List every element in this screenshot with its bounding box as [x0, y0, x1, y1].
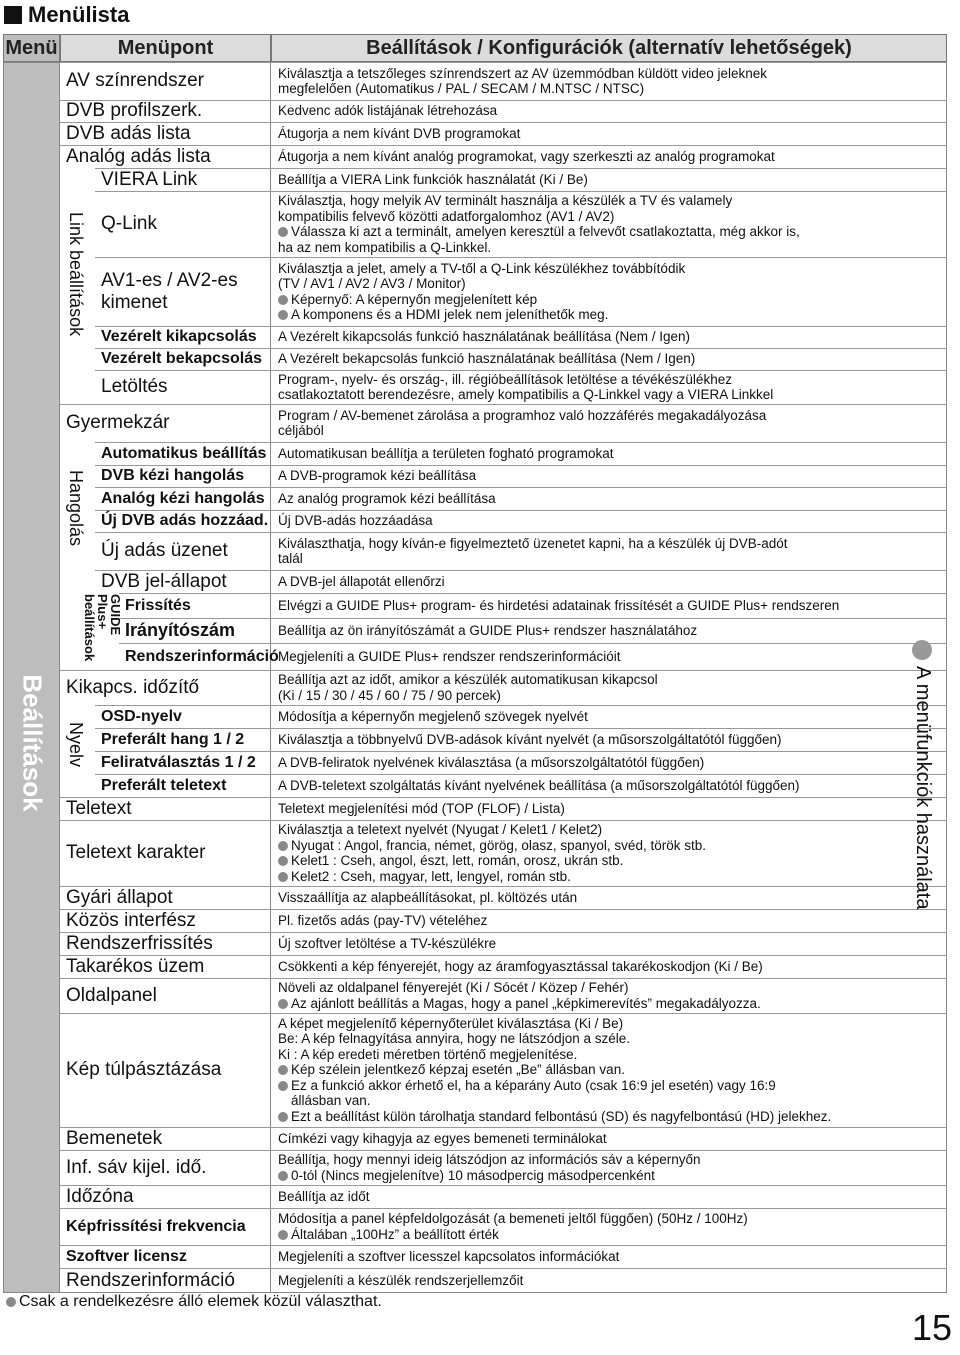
side-tab-text: A menüfunkciók használata	[912, 666, 934, 910]
row-item-label: Takarékos üzem	[66, 955, 205, 977]
row-item-label: Oldalpanel	[66, 984, 157, 1006]
row-description	[278, 890, 943, 906]
row-description	[278, 66, 943, 97]
group-lang: Nyelv	[66, 722, 86, 768]
row-description	[278, 709, 943, 725]
bullet-icon	[278, 1112, 288, 1122]
row-description	[278, 936, 943, 952]
row-item-label: Analóg kézi hangolás	[101, 489, 265, 507]
description-line: Megjeleníti a készülék rendszerjellemzőit	[278, 1272, 524, 1288]
row-item-label: Kikapcs. időzítő	[66, 676, 200, 698]
page-title	[4, 2, 129, 28]
bullet-icon	[278, 310, 288, 320]
description-line: Kiválasztja a többnyelvű DVB-adások kívánt nyelvét (a műsorszolgáltatótól függően)	[278, 731, 782, 747]
description-line: A DVB-jel állapotát ellenőrzi	[278, 573, 445, 589]
description-line: Kiválaszthatja, hogy kíván-e figyelmeztető üzenetet kapni, ha a készülék új DVB-adót	[278, 535, 788, 551]
row-item-label: AV1-es / AV2-es kimenet	[101, 269, 238, 313]
row-description	[278, 732, 943, 748]
description-line: Kelet1 : Cseh, angol, észt, lett, román, orosz, ukrán stb.	[278, 853, 943, 869]
row-item-label: Automatikus beállítás	[101, 444, 267, 462]
footnote	[6, 1293, 382, 1311]
description-line: Új DVB-adás hozzáadása	[278, 513, 433, 529]
description-line: Beállítja azt az időt, amikor a készülék automatikusan kikapcsol	[278, 672, 658, 687]
row-description	[278, 329, 943, 345]
row-description	[278, 623, 943, 639]
header-menu: Menü	[3, 34, 60, 62]
row-description	[278, 1016, 943, 1125]
page-number: 15	[911, 1307, 952, 1348]
description-line: A DVB-programok kézi beállítása	[278, 468, 477, 484]
description-line: (TV / AV1 / AV2 / AV3 / Monitor)	[278, 276, 466, 291]
description-line: Kelet2 : Cseh, magyar, lett, lengyel, román stb.	[278, 869, 943, 885]
row-item-label: Rendszerinformáció	[125, 647, 279, 665]
description-line: Ez a funkció akkor érhető el, ha a képarány Auto (csak 16:9 jel esetén) vagy 16:9	[278, 1078, 943, 1094]
description-line: megfelelően (Automatikus / PAL / SECAM / M.NTSC / NTSC)	[278, 81, 645, 96]
description-line: Beállítja az ön irányítószámát a GUIDE Plus+ rendszer használatához	[278, 622, 698, 638]
description-line: Pl. fizetős adás (pay-TV) vételéhez	[278, 912, 488, 928]
page-title-text: Menülista	[28, 2, 130, 27]
row-description	[278, 468, 943, 484]
row-description	[278, 172, 943, 188]
description-line: Kiválasztja a teletext nyelvét (Nyugat / Kelet1 / Kelet2)	[278, 822, 603, 837]
description-line: Módosítja a képernyőn megjelenő szövegek nyelvét	[278, 708, 588, 724]
row-item-label: Rendszerinformáció	[66, 1269, 235, 1291]
description-line: Teletext megjelenítési mód (TOP (FLOF) / Lista)	[278, 800, 565, 816]
description-line: Az ajánlott beállítás a Magas, hogy a panel „képkimerevítés” megakadályozza.	[278, 996, 943, 1012]
row-description	[278, 513, 943, 529]
row-item-label: Vezérelt bekapcsolás	[101, 350, 262, 367]
square-icon	[4, 6, 22, 24]
row-item-label: Képfrissítési frekvencia	[66, 1217, 246, 1235]
row-description	[278, 261, 943, 323]
description-line: A Vezérelt kikapcsolás funkció használatának beállítása (Nem / Igen)	[278, 329, 690, 345]
row-description	[278, 149, 943, 165]
row-description	[278, 1249, 943, 1265]
row-description	[278, 351, 943, 367]
description-line: Az analóg programok kézi beállítása	[278, 490, 496, 506]
bullet-icon	[278, 999, 288, 1009]
row-description	[278, 755, 943, 771]
bullet-icon	[278, 227, 288, 237]
row-description	[278, 649, 943, 665]
description-line: Kiválasztja, hogy melyik AV terminált használja a készülék a TV és valamely	[278, 193, 733, 208]
row-description	[278, 913, 943, 929]
header-item: Menüpont	[60, 34, 271, 62]
description-line: A DVB-teletext szolgáltatás kívánt nyelvének beállítása (a műsorszolgáltatótól függően)	[278, 777, 800, 793]
description-line: A képet megjelenítő képernyőterület kiválasztása (Ki / Be)	[278, 1015, 624, 1031]
group-tuning: Hangolás	[66, 470, 86, 547]
description-line: Visszaállítja az alapbeállításokat, pl. költözés után	[278, 889, 578, 905]
row-description	[278, 536, 943, 567]
row-description	[278, 491, 943, 507]
row-description	[278, 1273, 943, 1289]
row-item-label: Vezérelt kikapcsolás	[101, 328, 257, 345]
description-line: állásban van.	[291, 1093, 371, 1109]
bullet-icon	[278, 872, 288, 882]
row-description	[278, 672, 943, 703]
row-description	[278, 1152, 943, 1183]
description-line: Program-, nyelv- és ország-, ill. régióbeállítások letöltése a tévékészülékhez	[278, 371, 732, 387]
description-line: (Ki / 15 / 30 / 45 / 60 / 75 / 90 percek)	[278, 687, 501, 703]
description-line: Csökkenti a kép fényerejét, hogy az áramfogyasztással takarékoskodjon (Ki / Be)	[278, 958, 763, 974]
row-item-label: Gyári állapot	[66, 886, 173, 908]
row-description	[278, 822, 943, 884]
description-line: Automatikusan beállítja a területen fogható programokat	[278, 445, 614, 461]
row-description	[278, 778, 943, 794]
description-line: A DVB-feliratok nyelvének kiválasztása (a műsorszolgáltatótól függően)	[278, 754, 705, 770]
row-description	[278, 801, 943, 817]
description-line: Kedvenc adók listájának létrehozása	[278, 103, 498, 119]
group-link: Link beállítások	[66, 212, 86, 337]
row-item-label: AV színrendszer	[66, 70, 204, 91]
row-item-label: Irányítószám	[125, 620, 236, 640]
row-item-label: DVB profilszerk.	[66, 100, 203, 121]
description-line: A Vezérelt bekapcsolás funkció használatának beállítása (Nem / Igen)	[278, 351, 696, 367]
bullet-icon	[278, 295, 288, 305]
row-item-label: DVB kézi hangolás	[101, 467, 245, 484]
description-line: Ki : A kép eredeti méretben történő megjelenítése.	[278, 1046, 578, 1062]
description-line: Növeli az oldalpanel fényerejét (Ki / Sócét / Közep / Fehér)	[278, 980, 629, 995]
row-item-label: Gyermekzár	[66, 412, 170, 433]
description-line: Képernyő: A képernyőn megjelenített kép	[278, 292, 943, 308]
description-line: Címkézi vagy kihagyja az egyes bemeneti terminálokat	[278, 1130, 607, 1146]
bullet-icon	[278, 856, 288, 866]
description-line: Beállítja a VIERA Link funkciók használatát (Ki / Be)	[278, 171, 588, 187]
description-line: csatlakoztatott berendezésre, amely kompatibilis a Q-Linkkel vagy a VIERA Linkkel	[278, 387, 774, 402]
row-item-label: Preferált hang 1 / 2	[101, 730, 245, 748]
row-description	[278, 193, 943, 255]
row-item-label: Q-Link	[101, 213, 157, 234]
description-line: Új szoftver letöltése a TV-készülékre	[278, 935, 497, 951]
description-line: Általában „100Hz” a beállított érték	[278, 1227, 943, 1243]
row-item-label: Inf. sáv kijel. idő.	[66, 1156, 207, 1178]
row-item-label: Új DVB adás hozzáad.	[101, 512, 269, 529]
row-item-label: Rendszerfrissítés	[66, 932, 213, 954]
row-item-label: DVB jel-állapot	[101, 570, 227, 592]
bullet-icon	[278, 1081, 288, 1091]
description-line: Megjeleníti a szoftver licesszel kapcsolatos információkat	[278, 1248, 620, 1264]
row-description	[278, 574, 943, 590]
description-line: talál	[278, 551, 303, 566]
row-item-label: Preferált teletext	[101, 776, 227, 794]
row-item-label: Frissítés	[125, 596, 191, 614]
row-description	[278, 126, 943, 142]
group-guide: GUIDE Plus+ beállítások	[82, 594, 123, 662]
bullet-icon	[278, 1171, 288, 1181]
description-line: Válassza ki azt a terminált, amelyen keresztül a felvevőt csatlakoztatta, még akkor is,	[278, 224, 943, 240]
menu-column	[3, 62, 60, 1293]
row-item-label: Időzóna	[66, 1185, 134, 1207]
description-line: Be: A kép felnagyítása annyira, hogy ne látszódjon a széle.	[278, 1031, 630, 1047]
row-item-label: VIERA Link	[101, 168, 198, 190]
description-line: Kiválasztja a jelet, amely a TV-től a Q-Link készülékhez továbbítódik	[278, 260, 686, 276]
row-item-label: Szoftver licensz	[66, 1247, 187, 1265]
row-description	[278, 372, 943, 403]
row-item-label: DVB adás lista	[66, 122, 191, 144]
description-line: Átugorja a nem kívánt DVB programokat	[278, 125, 521, 141]
description-line: Beállítja az időt	[278, 1188, 370, 1204]
row-description	[278, 959, 943, 975]
side-tab	[911, 640, 934, 910]
row-item-label: Új adás üzenet	[101, 540, 228, 561]
header-settings: Beállítások / Konfigurációk (alternatív lehetőségek)	[271, 34, 947, 62]
row-item-label: Bemenetek	[66, 1127, 163, 1149]
row-description	[278, 446, 943, 462]
row-description	[278, 980, 943, 1011]
bullet-icon	[6, 1297, 16, 1307]
description-line: kompatibilis felvevő közötti adatforgalomhoz (AV1 / AV2)	[278, 208, 615, 224]
description-line: Kép szélein jelentkező képzaj esetén „Be” állásban van.	[278, 1062, 943, 1078]
description-line: céljából	[278, 423, 324, 438]
description-line: Megjeleníti a GUIDE Plus+ rendszer rendszerinformációit	[278, 648, 621, 664]
description-line: Program / AV-bemenet zárolása a programhoz való hozzáférés megakadályozása	[278, 407, 767, 423]
description-line: Nyugat : Angol, francia, német, görög, olasz, spanyol, svéd, török stb.	[278, 838, 943, 854]
row-description	[278, 103, 943, 119]
description-line: Beállítja, hogy mennyi ideig látszódjon az információs sáv a képernyőn	[278, 1152, 701, 1167]
description-line: Átugorja a nem kívánt analóg programokat, vagy szerkeszti az analóg programokat	[278, 148, 775, 164]
description-line: Kiválasztja a tetszőleges színrendszert az AV üzemmódban küldött video jeleknek	[278, 65, 768, 81]
row-item-label: Letöltés	[101, 376, 168, 397]
row-description	[278, 1131, 943, 1147]
bullet-icon	[278, 1065, 288, 1075]
row-item-label: OSD-nyelv	[101, 707, 182, 725]
description-line: Módosítja a panel képfeldolgozását (a bemeneti jeltől függően) (50Hz / 100Hz)	[278, 1211, 748, 1226]
row-item-label: Közös interfész	[66, 909, 196, 931]
row-description	[278, 408, 943, 439]
row-item-label: Feliratválasztás 1 / 2	[101, 753, 256, 771]
row-description	[278, 1189, 943, 1205]
description-line: 0-tól (Nincs megjelenítve) 10 másodpercig másodpercenként	[278, 1168, 943, 1184]
description-line: Ezt a beállítást külön tárolhatja standard felbontású (SD) és nagyfelbontású (HD) jelekhez.	[278, 1109, 943, 1125]
bullet-icon	[278, 841, 288, 851]
row-item-label: Teletext karakter	[66, 842, 206, 863]
menu-name: Beállítások	[17, 674, 47, 812]
row-item-label: Teletext	[66, 797, 132, 819]
row-item-label: Analóg adás lista	[66, 145, 211, 167]
description-line: ha az nem kompatibilis a Q-Linkkel.	[278, 239, 492, 255]
description-line: A komponens és a HDMI jelek nem jeleníthetők meg.	[278, 307, 943, 323]
bullet-icon	[278, 1230, 288, 1240]
row-description	[278, 598, 943, 614]
footnote-text: Csak a rendelkezésre álló elemek közül választhat.	[19, 1293, 382, 1310]
circle-icon	[913, 640, 933, 660]
row-item-label: Kép túlpásztázása	[66, 1059, 222, 1080]
row-description	[278, 1211, 943, 1242]
description-line: Elvégzi a GUIDE Plus+ program- és hirdetési adatainak frissítését a GUIDE Plus+ rendszeren	[278, 597, 840, 613]
